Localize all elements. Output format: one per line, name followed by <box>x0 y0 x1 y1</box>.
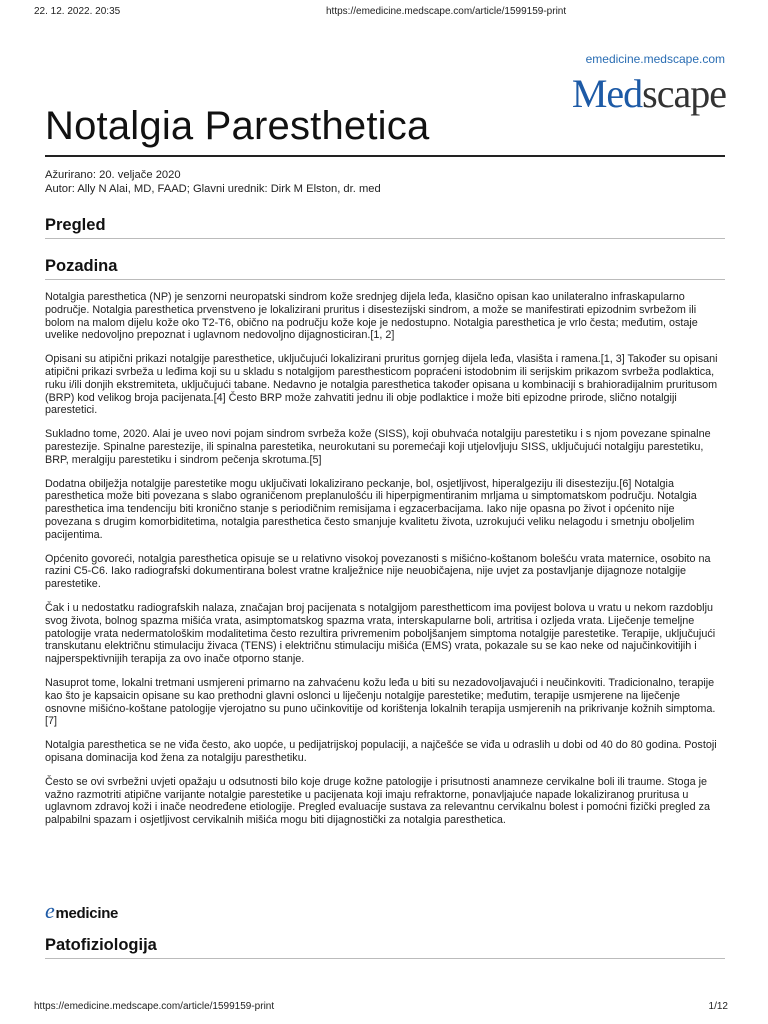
paragraph: Čak i u nedostatku radiografskih nalaza, značajan broj pacijenata s notalgijom paresthetticom ima povijest bolova u vratu u nekom razdoblju svog života, bolnog spazma mišića vrata, asimptomatskog spazma vrata, interskapularne boli, artritisa i ozljeda vrata. Liječenje temeljne patologije vrata nedermatološkim modalitetima često rezultira privremenim poboljšanjem simptoma notalgije parestetike. Terapije, uključujući transkutanu električnu stimulaciju živaca (TENS) i električnu stimulaciju mišića (EMS) vrata, pokazale su se kao neke od najučinkovitijih i najperspektivnijih terapija za ovo inače otporno stanje. <box>45 601 716 666</box>
print-datetime: 22. 12. 2022. 20:35 <box>34 6 121 17</box>
paragraph: Opisani su atipični prikazi notalgije paresthetice, uključujući lokalizirani pruritus gornjeg dijela leđa, vlasišta i ramena.[1, 3] Također su opisani atipični prikazi svrbeža u leđima koji su u skladu s notalgijom paresthesticom popraćeni istodobnim ili serijskim prikazom svrbeža podlaktica, ruku i/ili donjih ekstremiteta, uključujući tabane. Nedavno je notalgia paresthetica također opisana u kombinaciji s brahioradijalnim pruritusom (BRP) kod velikog broja pacijenata.[4] Često BRP može zahvatiti jednu ili obje podlaktice i može biti epizodne prirode, slično notalgiji parestetici. <box>45 353 718 417</box>
section-heading-pathophysiology: Patofiziologija <box>45 936 157 954</box>
emedicine-logo-e: e <box>45 898 55 923</box>
logo-part-scape: scape <box>642 71 726 116</box>
section-divider <box>45 958 725 959</box>
footer-url: https://emedicine.medscape.com/article/1599159-print <box>34 1001 275 1012</box>
medscape-logo[interactable] <box>571 71 726 116</box>
section-heading-background: Pozadina <box>45 257 118 275</box>
logo-part-med: Med <box>571 71 643 116</box>
section-divider <box>45 238 725 239</box>
emedicine-logo-text: medicine <box>55 905 119 922</box>
section-divider <box>45 279 725 280</box>
paragraph: Nasuprot tome, lokalni tretmani usmjereni primarno na zahvaćenu kožu leđa u biti su nezadovoljavajući i neučinkoviti. Tradicionalno, terapije kao što je kapsaicin opisane su kao prethodni glavni oslonci u liječenju notalgije parestetike; međutim, terapije usmjerene na liječenje osnovne mišićno-koštane patologije vjerojatno su puno učinkovitije od korištenja lokalnih terapija usmjerenih na prikrivanje kožnih simptoma.[7] <box>45 676 716 728</box>
article-body <box>45 291 720 838</box>
print-url: https://emedicine.medscape.com/article/1599159-print <box>326 6 567 17</box>
paragraph: Dodatna obilježja notalgije parestetike mogu uključivati lokalizirano peckanje, bol, osjetljivost, hiperalgeziju ili disesteziju.[6] Notalgia paresthetica može biti povezana s slabo ograničenom preplanulošću ili hiperpigmentiranim mrljama u simptomatskom području. Notalgia paresthetica ima tendenciju biti kronično stanje s periodičnim remisijama i egzacerbacijama. Iako nije opasna po život i općenito nije povezana s drugim komorbiditetima, notalgia paresthetica često smanjuje kvalitetu života, uzrokujući veliku nelagodu i smetnju oboljelim pacijentima. <box>45 477 697 541</box>
article-title: Notalgia Paresthetica <box>45 104 430 148</box>
paragraph: Općenito govoreći, notalgia paresthetica opisuje se u relativno visokoj povezanosti s mišićno-koštanom bolešću vrata maternice, osobito na razini C5-C6. Iako radiografski dokumentirana bolest vratne kralježnice nije neuobičajena, nije uvjet za postavljanje dijagnoze notalgije parestetike. <box>45 552 711 591</box>
paragraph: Notalgia paresthetica (NP) je senzorni neuropatski sindrom kože srednjeg dijela leđa, klasično opisan kao unilateralno infraskapularno područje. Notalgia paresthetica prvenstveno je lokalizirani pruritus i disestezijski sindrom, a može se manifestirati epizodnim svrbežom ili bolom na malom dijelu kože oko T2-T6, obično na području kože koje je nedostupno. Notalgia paresthetica je vrlo česta; međutim, ostaje uvelike nedovoljno prepoznat i uglavnom nedovoljno dijagnosticiran.[1, 2] <box>45 291 698 342</box>
updated-date: Ažurirano: 20. veljače 2020 <box>45 169 181 181</box>
paragraph: Često se ovi svrbežni uvjeti opažaju u odsutnosti bilo koje druge kožne patologije i prisutnosti anamneze cervikalne boli ili traume. Stoga je važno razmotriti atipične varijante notalgie parestetike u pacijenata koji imaju refraktorne, ponavljajuće napade lokaliziranog pruritusa u uglavnom zdravoj koži i inače neodređene etiologije. Pregled evaluacije sustava za relevantnu cervikalnu bolest i pomoćni fizički pregled za palpabilni spazam i osjetljivost cervikalnih mišića mogu biti dijagnostički za notalgia paresthetica. <box>45 775 710 827</box>
title-divider <box>45 155 725 157</box>
paragraph: Sukladno tome, 2020. Alai je uveo novi pojam sindrom svrbeža kože (SISS), koji obuhvaća notalgiju parestetiku i s njom povezane spinalne parestezije. Spinalne parestezije, ili spinalna parestetika, neurokutani su poremećaji koji utjelovljuju SISS, uključujući notalgiju parestetiku, BRP, meralgiju parestetiku i sindrom pečenja skrotuma.[5] <box>45 428 711 466</box>
page-number: 1/12 <box>708 1001 728 1012</box>
emedicine-logo <box>45 898 118 924</box>
section-heading-overview: Pregled <box>45 216 106 234</box>
authors: Autor: Ally N Alai, MD, FAAD; Glavni urednik: Dirk M Elston, dr. med <box>45 183 381 195</box>
site-link[interactable]: emedicine.medscape.com <box>585 52 725 66</box>
article-meta <box>45 168 381 196</box>
paragraph: Notalgia paresthetica se ne viđa često, ako uopće, u pedijatrijskoj populaciji, a najčešće se viđa u odraslih u dobi od 40 do 80 godina. Postoji opisana dominacija kod žena za notalgiju paresthetiku. <box>45 739 717 764</box>
